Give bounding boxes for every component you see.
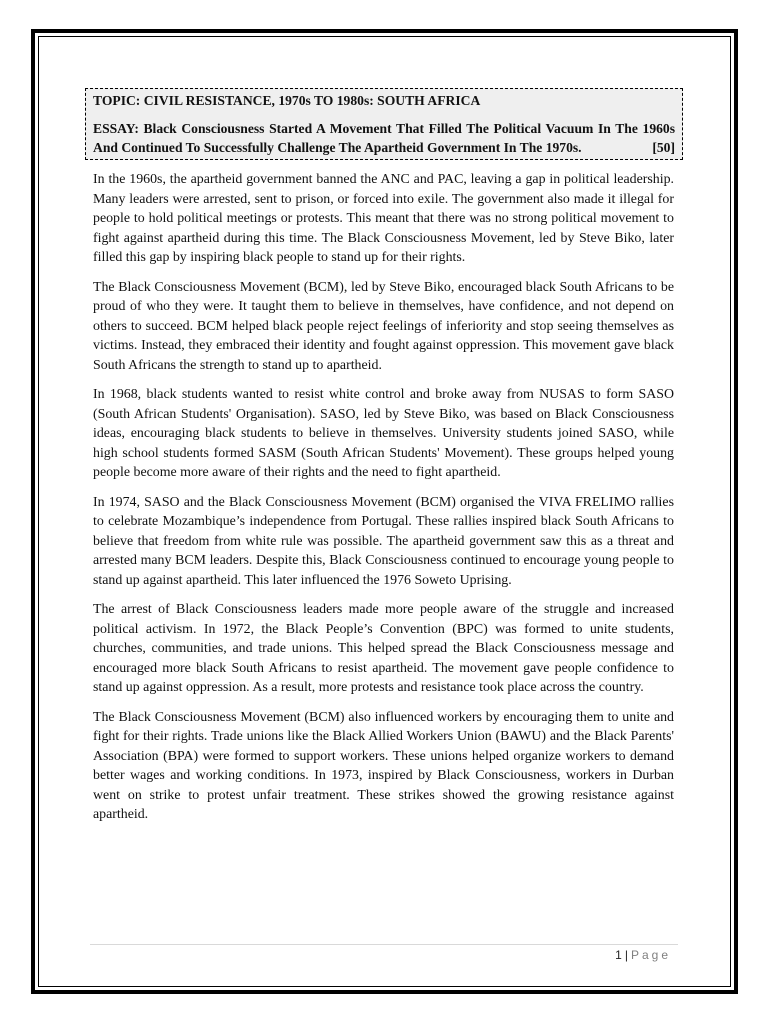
essay-paragraph-2: The Black Consciousness Movement (BCM), led by Steve Biko, encouraged black South Africans to be proud of who they were. It taught them to believe in themselves, have confidence, and not depend on others to succeed. BCM helped black people reject feelings of inferiority and stop seeing themselves as victims. Instead, they embraced their identity and fought against oppression. This movement gave black South Africans the strength to stand up to apartheid. (93, 279, 674, 373)
essay-header-box (85, 88, 683, 160)
page-label: Page (630, 948, 671, 962)
footer-separator: | (624, 948, 628, 962)
essay-paragraph-4: In 1974, SASO and the Black Consciousness Movement (BCM) organised the VIVA FRELIMO rallies to celebrate Mozambique’s independence from Portugal. These rallies inspired black South Africans to believe that freedom from white rule was possible. The apartheid government saw this as a threat and arrested many BCM leaders. Despite this, Black Consciousness continued to encourage young people to stand up against apartheid. This later influenced the 1976 Soweto Uprising. (93, 494, 674, 588)
essay-body (93, 170, 674, 835)
footer-divider (90, 944, 678, 945)
page-number: 1 (615, 948, 622, 962)
topic-heading: TOPIC: CIVIL RESISTANCE, 1970s TO 1980s: SOUTH AFRICA (93, 93, 481, 108)
essay-question (93, 120, 675, 157)
page-footer (615, 948, 671, 962)
essay-paragraph-1: In the 1960s, the apartheid government banned the ANC and PAC, leaving a gap in political leadership. Many leaders were arrested, sent to prison, or forced into exile. The government also made it illegal for people to hold political meetings or protests. This meant that there was no strong political movement to fight against apartheid during this time. The Black Consciousness Movement, led by Steve Biko, later filled this gap by inspiring black people to stand up for their rights. (93, 172, 674, 265)
essay-paragraph-5: The arrest of Black Consciousness leaders made more people aware of the struggle and increased political activism. In 1972, the Black People’s Convention (BPC) was formed to unite students, churches, communities, and trade unions. This helped spread the Black Consciousness message and encouraged more black South Africans to resist apartheid. The movement gave people confidence to stand up against oppression. As a result, more protests and resistance took place across the country. (93, 602, 674, 695)
essay-question-text: ESSAY: Black Consciousness Started A Movement That Filled The Political Vacuum In The 1960s And Continued To Successfully Challenge The Apartheid Government In The 1970s. (93, 121, 675, 155)
essay-marks: [50] (652, 139, 675, 155)
essay-paragraph-3: In 1968, black students wanted to resist white control and broke away from NUSAS to form SASO (South African Students' Organisation). SASO, led by Steve Biko, was based on Black Consciousness ideas, encouraging black students to believe in themselves. University students joined SASO, while high school students formed SASM (South African Students' Movement). These groups helped young people become more aware of their rights and the need to fight apartheid. (93, 387, 674, 480)
essay-paragraph-6: The Black Consciousness Movement (BCM) also influenced workers by encouraging them to unite and fight for their rights. Trade unions like the Black Allied Workers Union (BAWU) and the Black Parents' Association (BPA) were formed to support workers. These unions helped organize workers to demand better wages and working conditions. In 1973, inspired by Black Consciousness, workers in Durban went on strike to protest unfair treatment. These strikes showed the growing resistance against apartheid. (93, 709, 674, 822)
